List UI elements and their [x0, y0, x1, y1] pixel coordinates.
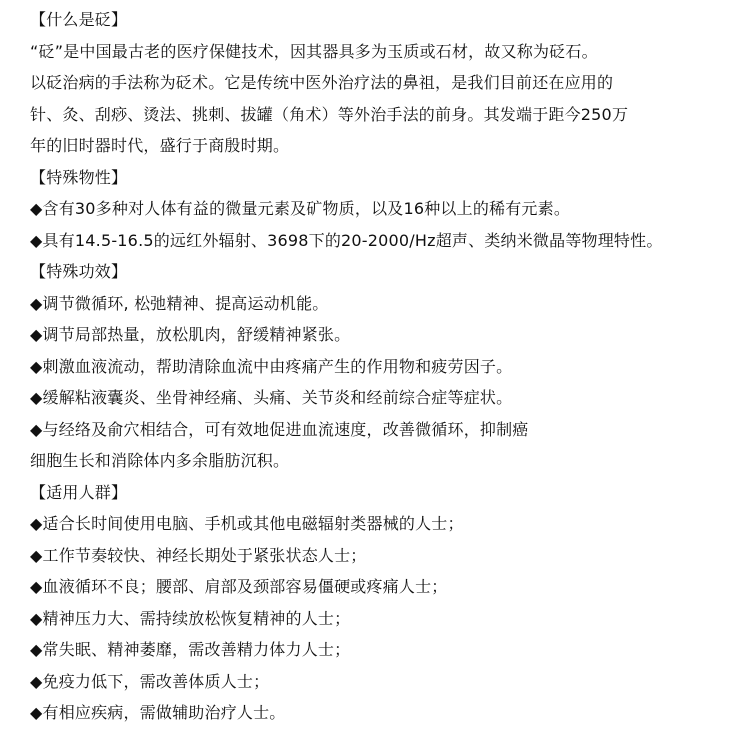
- section-heading-suitable-people: 【适用人群】: [30, 482, 128, 502]
- bullet-item: ◆血液循环不良；腰部、肩部及颈部容易僵硬或疼痛人士；: [30, 577, 448, 596]
- bullet-item: ◆适合长时间使用电脑、手机或其他电磁辐射类器械的人士；: [30, 514, 464, 533]
- section-heading-special-effects: 【特殊功效】: [30, 262, 128, 281]
- section-heading-special-properties: 【特殊物性】: [30, 167, 128, 187]
- bullet-item: ◆工作节奏较快、神经长期处于紧张状态人士；: [30, 545, 367, 565]
- bullet-item: ◆刺激血液流动，帮助清除血流中由疼痛产生的作用物和疲劳因子。: [30, 356, 513, 376]
- paragraph-line: 年的旧时器时代，盛行于商殷时期。: [30, 136, 290, 155]
- paragraph-line: “砭”是中国最古老的医疗保健技术，因其器具多为玉质或石材，故又称为砭石。: [30, 41, 598, 61]
- bullet-item: ◆与经络及俞穴相结合，可有效地促进血流速度，改善微循环，抑制癌: [30, 419, 529, 439]
- paragraph-line: 针、灸、刮痧、烫法、挑刺、拔罐（角术）等外治手法的前身。其发端于距今250万: [30, 104, 629, 124]
- bullet-item: ◆调节局部热量，放松肌肉，舒缓精神紧张。: [30, 325, 351, 344]
- bullet-item: ◆常失眠、精神萎靡，需改善精力体力人士；: [30, 640, 351, 659]
- bullet-item: ◆免疫力低下，需改善体质人士；: [30, 671, 270, 691]
- bullet-item: ◆有相应疾病，需做辅助治疗人士。: [30, 703, 286, 722]
- bullet-item: ◆缓解粘液囊炎、坐骨神经痛、头痛、关节炎和经前综合症等症状。: [30, 388, 513, 407]
- document-body: [30, 4, 745, 729]
- section-heading-what-is-bian: 【什么是砭】: [30, 10, 128, 29]
- bullet-item: ◆含有30多种对人体有益的微量元素及矿物质，以及16种以上的稀有元素。: [30, 199, 571, 218]
- bullet-item: ◆调节微循环, 松弛精神、提高运动机能。: [30, 293, 329, 313]
- paragraph-line: 以砭治病的手法称为砭术。它是传统中医外治疗法的鼻祖，是我们目前还在应用的: [30, 73, 614, 92]
- bullet-item-continuation: 细胞生长和消除体内多余脂肪沉积。: [30, 451, 290, 470]
- bullet-item: ◆精神压力大、需持续放松恢复精神的人士；: [30, 608, 351, 628]
- bullet-item: ◆具有14.5-16.5的远红外辐射、3698下的20-2000/Hz超声、类纳米微晶等物理特性。: [30, 230, 663, 250]
